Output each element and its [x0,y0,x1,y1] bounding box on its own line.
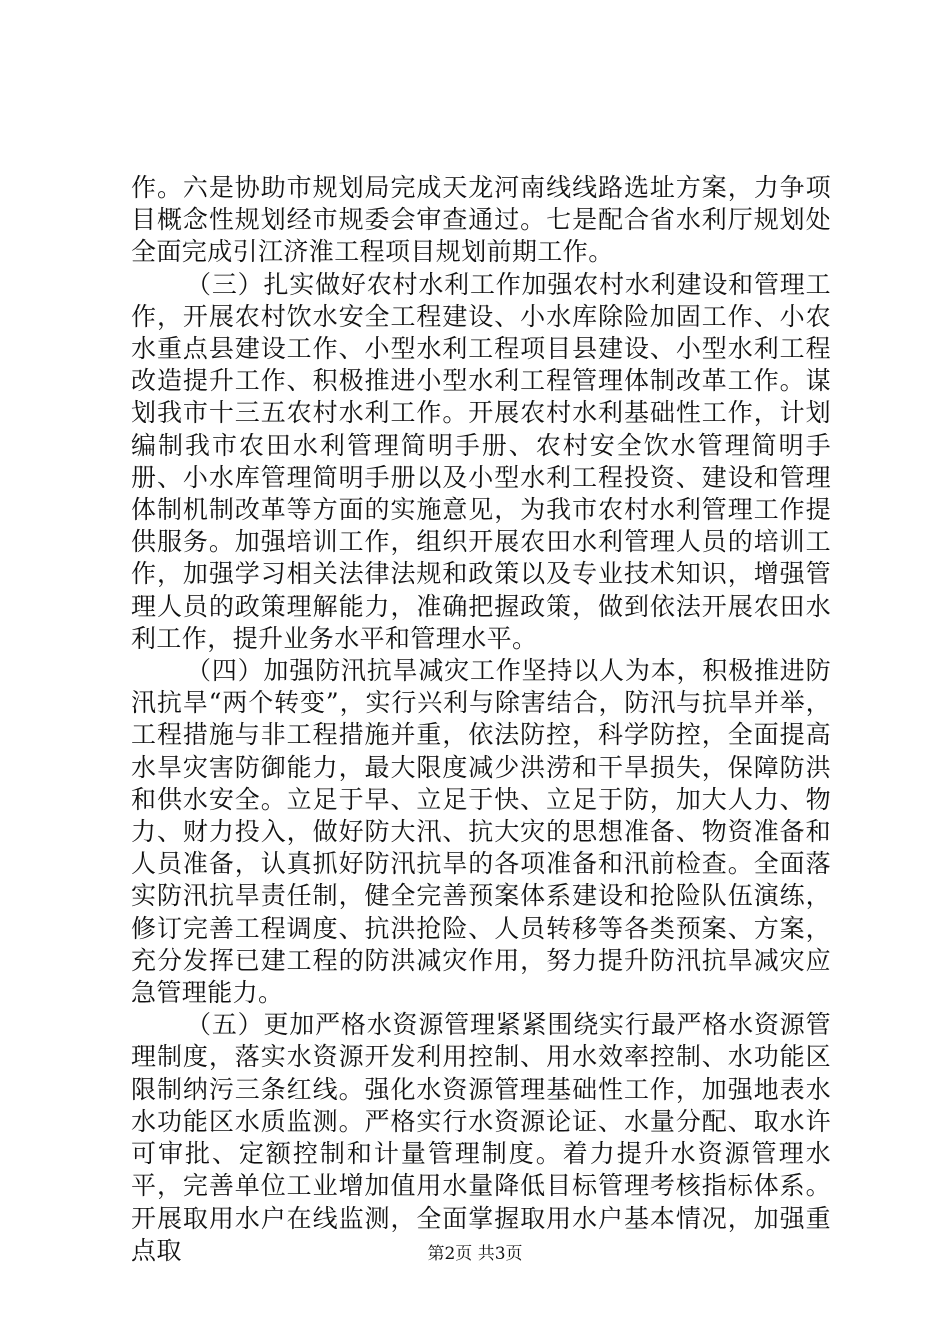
paragraph-section-3: （三）扎实做好农村水利工作加强农村水利建设和管理工作，开展农村饮水安全工程建设、小水库除险加固工作、小农水重点县建设工作、小型水利工程项目县建设、小型水利工程改造提升工作、积极推进小型水利工程管理体制改革工作。谋划我市十三五农村水利工作。开展农村水利基础性工作，计划编制我市农田水利管理简明手册、农村安全饮水管理简明手册、小水库管理简明手册以及小型水利工程投资、建设和管理体制机制改革等方面的实施意见，为我市农村水利管理工作提供服务。加强培训工作，组织开展农田水利管理人员的培训工作，加强学习相关法律法规和政策以及专业技术知识，增强管理人员的政策理解能力，准确把握政策，做到依法开展农田水利工作，提升业务水平和管理水平。 [131,269,831,653]
document-body [131,172,831,1267]
page-number: 第2页 共3页 [427,1244,523,1264]
paragraph-section-4: （四）加强防汛抗旱减灾工作坚持以人为本，积极推进防汛抗旱“两个转变”，实行兴利与除害结合，防汛与抗旱并举，工程措施与非工程措施并重，依法防控，科学防控，全面提高水旱灾害防御能力，最大限度减少洪涝和干旱损失，保障防洪和供水安全。立足于早、立足于快、立足于防，加大人力、物力、财力投入，做好防大汛、抗大灾的思想准备、物资准备和人员准备，认真抓好防汛抗旱的各项准备和汛前检查。全面落实防汛抗旱责任制，健全完善预案体系建设和抢险队伍演练，修订完善工程调度、抗洪抢险、人员转移等各类预案、方案，充分发挥已建工程的防洪减灾作用，努力提升防汛抗旱减灾应急管理能力。 [131,656,831,1008]
paragraph-continuation: 作。六是协助市规划局完成天龙河南线线路选址方案，力争项目概念性规划经市规委会审查通过。七是配合省水利厅规划处全面完成引江济淮工程项目规划前期工作。 [131,173,831,267]
paragraph-section-5: （五）更加严格水资源管理紧紧围绕实行最严格水资源管理制度，落实水资源开发利用控制、用水效率控制、水功能区限制纳污三条红线。强化水资源管理基础性工作，加强地表水水功能区水质监测。严格实行水资源论证、水量分配、取水许可审批、定额控制和计量管理制度。着力提升水资源管理水平，完善单位工业增加值用水量降低目标管理考核指标体系。开展取用水户在线监测，全面掌握取用水户基本情况，加强重点取 [131,1010,831,1265]
page-footer [0,1244,950,1264]
